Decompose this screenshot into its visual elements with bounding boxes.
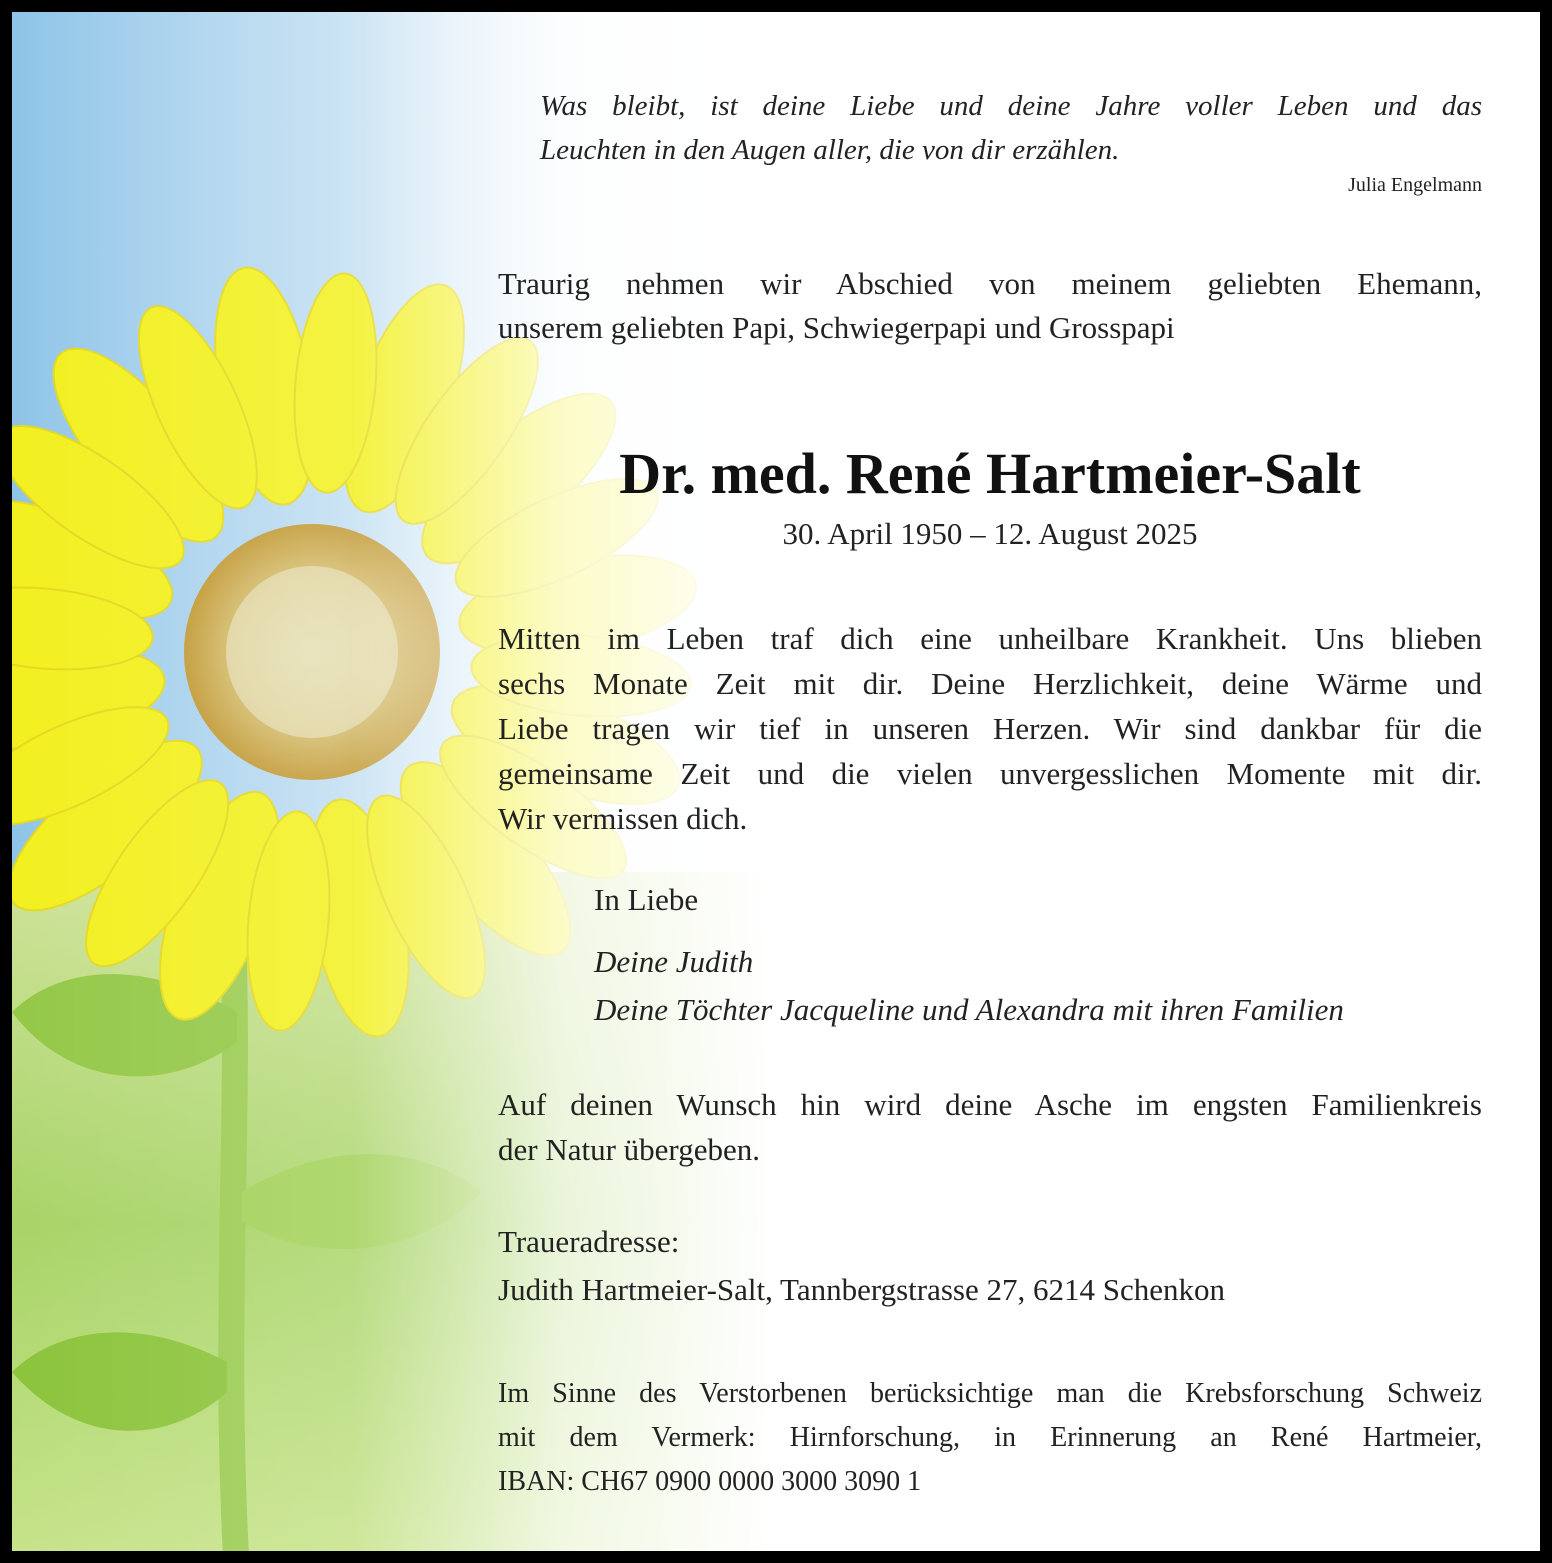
donation-iban: IBAN: CH67 0900 0000 3000 3090 1 [498, 1466, 922, 1497]
intro-line: Traurig nehmen wir Abschied von meinem geliebten Ehemann, [498, 266, 1482, 301]
quote-line: Leuchten in den Augen aller, die von dir erzählen. [540, 134, 1120, 166]
message-paragraph [498, 616, 1482, 841]
closing-phrase: In Liebe [594, 882, 699, 917]
quote-line: Was bleibt, ist deine Liebe und deine Jahre voller Leben und das [540, 90, 1482, 122]
signer: Deine Töchter Jacqueline und Alexandra mit ihren Familien [594, 992, 1344, 1027]
message-line: Liebe tragen wir tief in unseren Herzen. Wir sind dankbar für die [498, 711, 1482, 746]
burial-wish [498, 1082, 1482, 1172]
mourning-address: Judith Hartmeier-Salt, Tannbergstrasse 27, 6214 Schenkon [498, 1272, 1226, 1307]
donation-line: Im Sinne des Verstorbenen berücksichtige man die Krebsforschung Schweiz [498, 1378, 1482, 1409]
farewell-intro [498, 262, 1482, 350]
epigraph-quote [540, 84, 1482, 172]
message-line: Mitten im Leben traf dich eine unheilbare Krankheit. Uns blieben [498, 621, 1482, 656]
signer: Deine Judith [594, 944, 754, 979]
wish-line: der Natur übergeben. [498, 1132, 760, 1167]
deceased-name: Dr. med. René Hartmeier-Salt [619, 441, 1361, 506]
life-dates: 30. April 1950 – 12. August 2025 [782, 516, 1198, 551]
wish-line: Auf deinen Wunsch hin wird deine Asche im engsten Familienkreis [498, 1087, 1482, 1122]
message-line: Wir vermissen dich. [498, 801, 748, 836]
donation-note [498, 1372, 1482, 1504]
message-line: gemeinsame Zeit und die vielen unvergesslichen Momente mit dir. [498, 756, 1482, 791]
signers [594, 938, 1344, 1034]
message-line: sechs Monate Zeit mit dir. Deine Herzlichkeit, deine Wärme und [498, 666, 1482, 701]
quote-author: Julia Engelmann [1348, 174, 1482, 196]
mourning-address-label: Traueradresse: [498, 1224, 680, 1259]
intro-line: unserem geliebten Papi, Schwiegerpapi und Grosspapi [498, 310, 1175, 345]
donation-line: mit dem Vermerk: Hirnforschung, in Erinnerung an René Hartmeier, [498, 1422, 1482, 1453]
